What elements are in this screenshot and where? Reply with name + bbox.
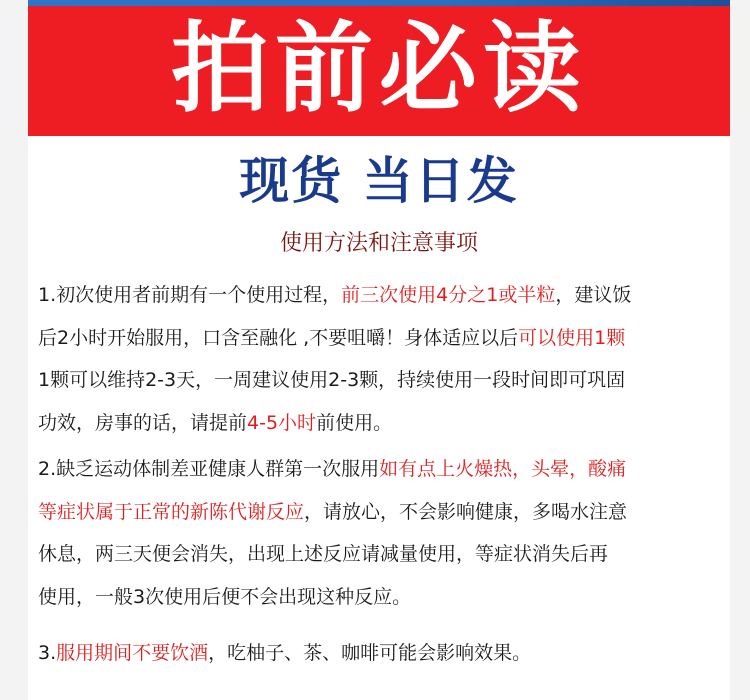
paragraph-1 bbox=[38, 274, 728, 444]
paragraph-line bbox=[38, 317, 728, 360]
highlighted-text: 4-5小时 bbox=[247, 411, 317, 434]
highlighted-text: 可以使用1颗 bbox=[518, 326, 626, 349]
content-card bbox=[28, 136, 730, 700]
subtitle: 现货 当日发 bbox=[239, 152, 519, 210]
body-text: 1.初次使用者前期有一个使用过程， bbox=[38, 284, 342, 306]
body-text: ，请放心，不会影响健康，多喝水注意 bbox=[304, 500, 628, 523]
highlighted-text: 等症状属于正常的新陈代谢反应 bbox=[38, 500, 305, 523]
body-text: 功效，房事的话，请提前 bbox=[38, 411, 248, 434]
paragraph-2 bbox=[38, 448, 728, 618]
highlighted-text: 服用期间不要饮酒 bbox=[56, 642, 209, 664]
paragraph-line bbox=[38, 632, 728, 675]
body-text: 休息，两三天便会消失，出现上述反应请减量使用，等症状消失后再 bbox=[38, 543, 609, 565]
body-text: 前使用。 bbox=[316, 411, 393, 434]
paragraph-line bbox=[38, 576, 728, 619]
paragraph-line bbox=[38, 274, 728, 317]
paragraph-line bbox=[38, 359, 728, 402]
body-text: 1颗可以维持2-3天，一周建议使用2-3颗，持续使用一段时间即可巩固 bbox=[38, 369, 626, 391]
highlighted-text: 前三次使用4分之1或半粒 bbox=[341, 284, 556, 306]
banner-title: 拍前必读 bbox=[170, 12, 587, 126]
paragraph-line bbox=[38, 491, 728, 534]
section-heading: 使用方法和注意事项 bbox=[279, 231, 478, 256]
paragraph-line bbox=[38, 533, 728, 576]
body-text: 2.缺乏运动体制差亚健康人群第一次服用 bbox=[38, 458, 380, 480]
body-text: 3. bbox=[38, 642, 57, 664]
paragraph-line bbox=[38, 402, 728, 445]
body-text: ，建议饭 bbox=[555, 284, 632, 306]
paragraph-line bbox=[38, 448, 728, 491]
highlighted-text: 如有点上火燥热，头晕，酸痛 bbox=[379, 458, 627, 480]
banner bbox=[28, 6, 730, 136]
body-text: 使用，一般3次使用后便不会出现这种反应。 bbox=[38, 585, 412, 608]
body-text: 后2小时开始服用，口含至融化 ,不要咀嚼！身体适应以后 bbox=[38, 326, 519, 349]
body-text: ，吃柚子、茶、咖啡可能会影响效果。 bbox=[208, 642, 532, 664]
paragraph-3 bbox=[38, 632, 728, 675]
